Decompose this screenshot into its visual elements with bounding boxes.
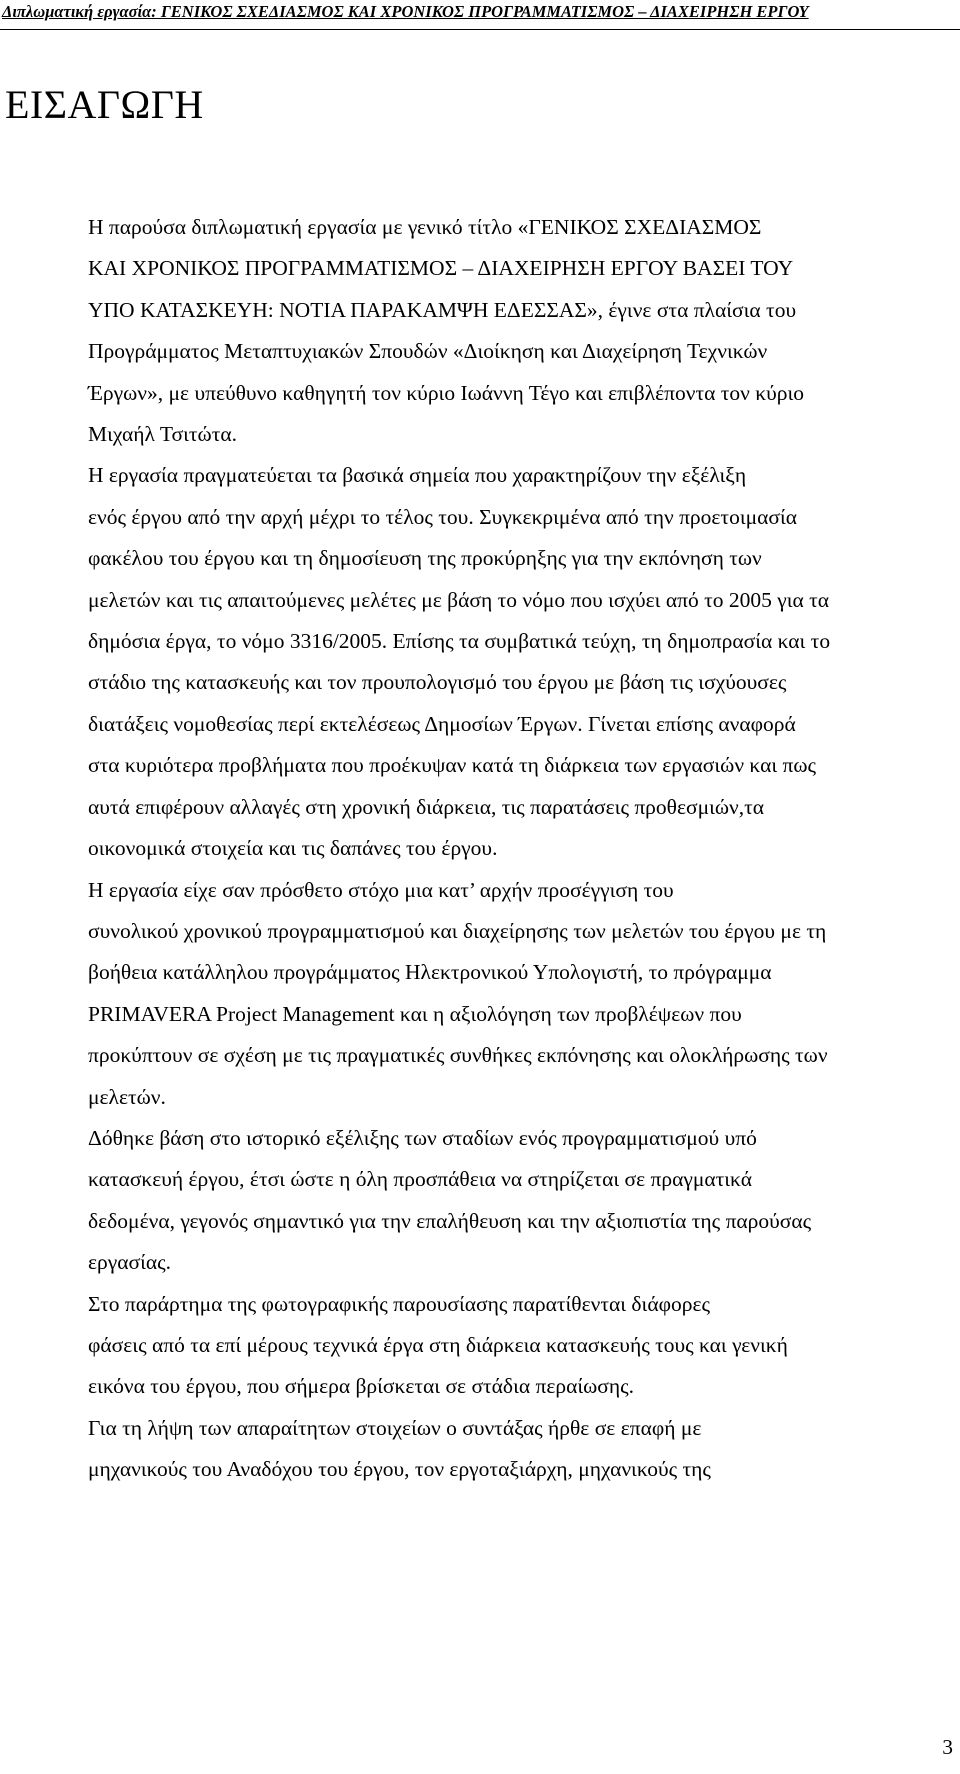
text-line: Προγράμματος Μεταπτυχιακών Σπουδών «Διοίκηση και Διαχείρηση Τεχνικών <box>88 339 768 364</box>
text-line: στάδιο της κατασκευής και τον προυπολογισμό του έργου με βάση τις ισχύουσες <box>88 670 787 695</box>
text-line: Στο παράρτημα της φωτογραφικής παρουσίασης παρατίθενται διάφορες <box>88 1291 711 1316</box>
text-line: εργασίας. <box>88 1250 172 1275</box>
text-line: Η εργασία είχε σαν πρόσθετο στόχο μια κατ’ αρχήν προσέγγιση του <box>88 877 674 902</box>
text-line: μελετών. <box>88 1084 166 1109</box>
text-line: διατάξεις νομοθεσίας περί εκτελέσεως Δημοσίων Έργων. Γίνεται επίσης αναφορά <box>88 711 796 736</box>
text-line: οικονομικά στοιχεία και τις δαπάνες του έργου. <box>88 836 498 861</box>
text-line: Για τη λήψη των απαραίτητων στοιχείων ο συντάξας ήρθε σε επαφή με <box>88 1415 702 1440</box>
text-line: φακέλου του έργου και τη δημοσίευση της προκύρηξης για την εκπόνηση των <box>88 546 762 571</box>
text-line: Η παρούσα διπλωματική εργασία με γενικό τίτλο «ΓΕΝΙΚΟΣ ΣΧΕΔΙΑΣΜΟΣ <box>88 215 762 239</box>
running-header <box>0 0 960 30</box>
text-line: ενός έργου από την αρχή μέχρι το τέλος του. Συγκεκριμένα από την προετοιμασία <box>88 504 798 529</box>
text-line: προκύπτουν σε σχέση με τις πραγματικές συνθήκες εκπόνησης και ολοκλήρωσης των <box>88 1043 828 1068</box>
text-line: εικόνα του έργου, που σήμερα βρίσκεται σε στάδια περαίωσης. <box>88 1374 635 1399</box>
text-line: Η εργασία πραγματεύεται τα βασικά σημεία που χαρακτηρίζουν την εξέλιξη <box>88 463 747 488</box>
paragraph-appendix <box>5 1284 946 1408</box>
text-line: δεδομένα, γεγονός σημαντικό για την επαλήθευση και την αξιοπιστία της παρούσας <box>88 1208 812 1233</box>
paragraph-contacts <box>5 1408 946 1491</box>
paragraph-intro <box>5 207 946 455</box>
text-line: Δόθηκε βάση στο ιστορικό εξέλιξης των σταδίων ενός προγραμματισμού υπό <box>88 1125 757 1150</box>
body-text <box>5 207 946 1491</box>
text-line: φάσεις από τα επί μέρους τεχνικά έργα στη διάρκεια κατασκευής τους και γενική <box>88 1332 788 1357</box>
text-line: κατασκευή έργου, έτσι ώστε η όλη προσπάθεια να στηρίζεται σε πραγματικά <box>88 1167 752 1192</box>
text-line: βοήθεια κατάλληλου προγράμματος Ηλεκτρονικού Υπολογιστή, το πρόγραμμα <box>88 960 772 985</box>
text-line: δημόσια έργα, το νόμο 3316/2005. Επίσης τα συμβατικά τεύχη, τη δημοπρασία και το <box>88 629 831 654</box>
paragraph-goal <box>5 870 946 1118</box>
running-header-title: Διπλωματική εργασία: ΓΕΝΙΚΟΣ ΣΧΕΔΙΑΣΜΟΣ ΚΑΙ ΧΡΟΝΙΚΟΣ ΠΡΟΓΡΑΜΜΑΤΙΣΜΟΣ – ΔΙΑΧΕΙΡΗΣΗ ΕΡΓΟΥ <box>2 2 809 21</box>
text-line: μηχανικούς του Αναδόχου του έργου, τον εργοταξιάρχη, μηχανικούς της <box>88 1457 711 1482</box>
text-line: Έργων», με υπεύθυνο καθηγητή τον κύριο Ιωάννη Τέγο και επιβλέποντα τον κύριο <box>88 380 804 405</box>
chapter-title: ΕΙΣΑΓΩΓΗ <box>5 82 204 127</box>
text-line: στα κυριότερα προβλήματα που προέκυψαν κατά τη διάρκεια των εργασιών και πως <box>88 753 817 778</box>
text-line: μελετών και τις απαιτούμενες μελέτες με βάση το νόμο που ισχύει από το 2005 για τα <box>88 587 830 612</box>
text-line: ΚΑΙ ΧΡΟΝΙΚΟΣ ΠΡΟΓΡΑΜΜΑΤΙΣΜΟΣ – ΔΙΑΧΕΙΡΗΣΗ ΕΡΓΟΥ ΒΑΣΕΙ ΤΟΥ <box>88 256 794 281</box>
text-line: αυτά επιφέρουν αλλαγές στη χρονική διάρκεια, τις παρατάσεις προθεσμιών,τα <box>88 794 765 819</box>
text-line: PRIMAVERA Project Management και η αξιολόγηση των προβλέψεων που <box>88 1001 742 1026</box>
paragraph-history <box>5 1118 946 1284</box>
page-number: 3 <box>942 1735 953 1759</box>
text-line: ΥΠΟ ΚΑΤΑΣΚΕΥΗ: ΝΟΤΙΑ ΠΑΡΑΚΑΜΨΗ ΕΔΕΣΣΑΣ», έγινε στα πλαίσια του <box>88 297 797 322</box>
text-line: Μιχαήλ Τσιτώτα. <box>88 422 237 447</box>
paragraph-scope <box>5 455 946 869</box>
text-line: συνολικού χρονικού προγραμματισμού και διαχείρησης των μελετών του έργου με τη <box>88 918 827 943</box>
